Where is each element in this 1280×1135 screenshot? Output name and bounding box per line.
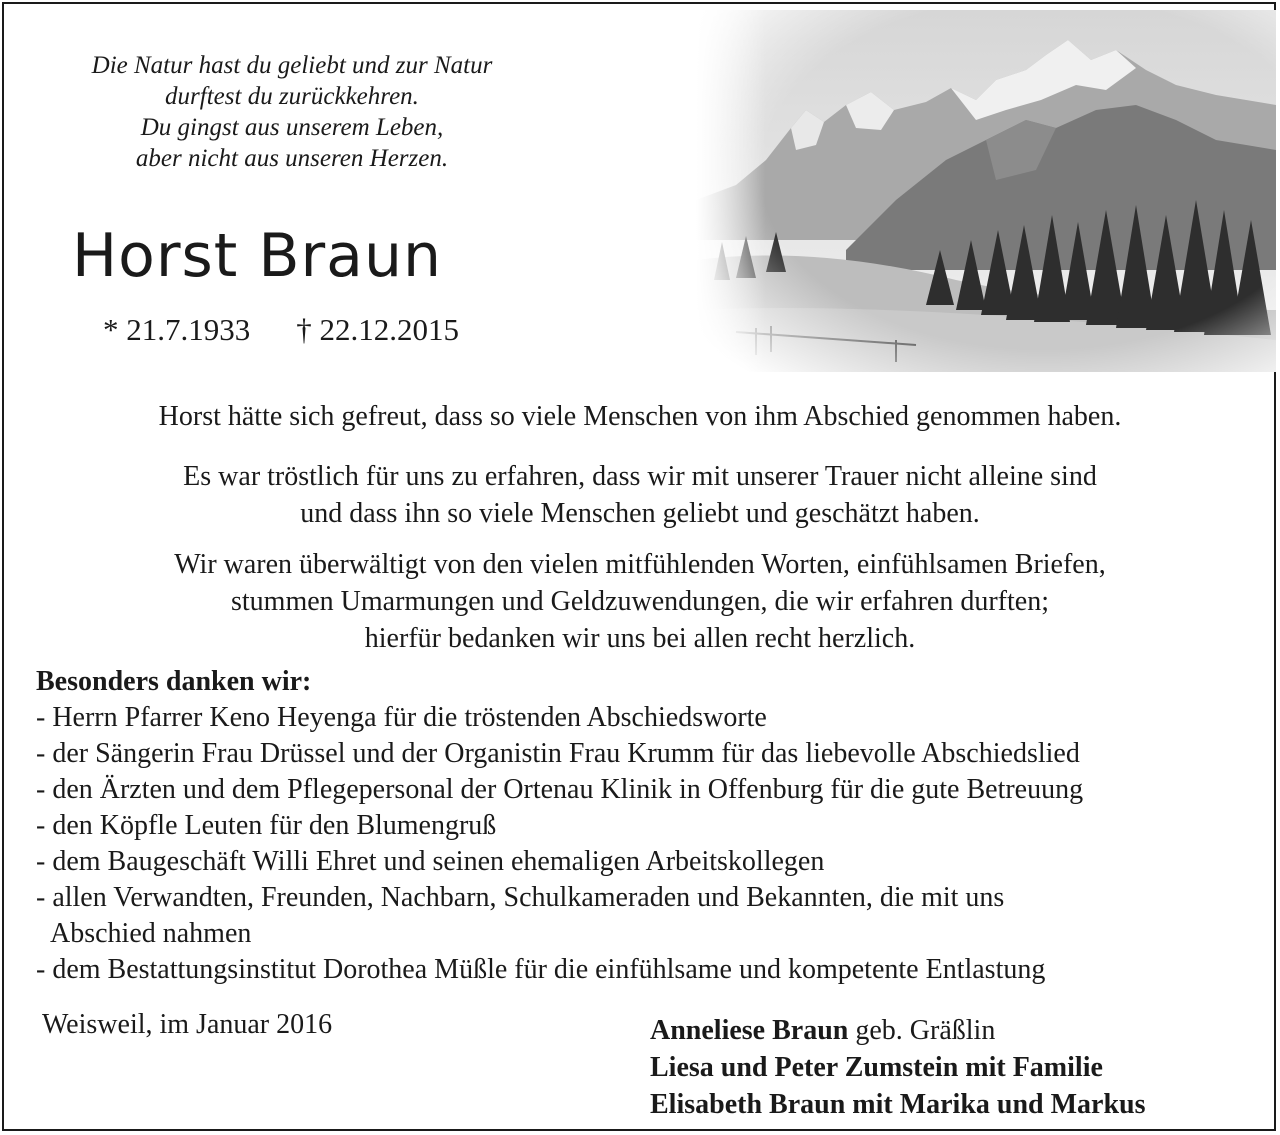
death-date: † 22.12.2015 — [296, 312, 459, 347]
thanks-item: - der Sängerin Frau Drüssel und der Organistin Frau Krumm für das liebevolle Abschiedslied — [36, 738, 1080, 769]
signature-line-2: Liesa und Peter Zumstein mit Familie — [650, 1052, 1103, 1083]
place-and-date: Weisweil, im Januar 2016 — [42, 1009, 333, 1040]
poem-line: aber nicht aus unseren Herzen. — [135, 145, 449, 172]
thanks-item: - dem Baugeschäft Willi Ehret und seinen ehemaligen Arbeitskollegen — [36, 846, 825, 877]
paragraph-line: stummen Umarmungen und Geldzuwendungen, die wir erfahren durften; — [231, 586, 1049, 617]
paragraph-line: Horst hätte sich gefreut, dass so viele Menschen von ihm Abschied genommen haben. — [158, 401, 1122, 432]
signature-maiden-name: geb. Gräßlin — [848, 1015, 996, 1046]
paragraph-line: und dass ihn so viele Menschen geliebt und geschätzt haben. — [300, 498, 980, 529]
thanks-item: - dem Bestattungsinstitut Dorothea Müßle für die einfühlsame und kompetente Entlastung — [36, 954, 1046, 985]
thanks-section — [36, 664, 1266, 988]
poem-line: Die Natur hast du geliebt und zur Natur — [91, 52, 493, 79]
paragraph-2 — [20, 458, 1260, 532]
birth-date: * 21.7.1933 — [103, 312, 251, 347]
paragraph-1 — [20, 398, 1260, 435]
deceased-name: Horst Braun — [72, 221, 443, 291]
paragraph-3 — [20, 546, 1260, 657]
signature-line-3: Elisabeth Braun mit Marika und Markus — [650, 1089, 1146, 1120]
paragraph-line: Es war tröstlich für uns zu erfahren, dass wir mit unserer Trauer nicht alleine sind — [183, 461, 1097, 492]
signature-line-1 — [650, 1012, 1146, 1049]
poem-line: Du gingst aus unserem Leben, — [140, 114, 444, 141]
life-dates — [103, 310, 459, 350]
thanks-item: - Herrn Pfarrer Keno Heyenga für die tröstenden Abschiedsworte — [36, 702, 767, 733]
thanks-heading: Besonders danken wir: — [36, 666, 312, 697]
signatures — [650, 1012, 1146, 1123]
mountain-landscape-image — [696, 10, 1276, 372]
signature-primary-name: Anneliese Braun — [650, 1015, 849, 1046]
memorial-poem — [42, 50, 542, 174]
poem-line: durftest du zurückkehren. — [165, 83, 419, 110]
thanks-item: - allen Verwandten, Freunden, Nachbarn, Schulkameraden und Bekannten, die mit uns — [36, 882, 1005, 913]
thanks-item: - den Köpfle Leuten für den Blumengruß — [36, 810, 497, 841]
thanks-item-continuation: Abschied nahmen — [50, 918, 252, 949]
paragraph-line: Wir waren überwältigt von den vielen mitfühlenden Worten, einfühlsamen Briefen, — [174, 549, 1106, 580]
paragraph-line: hierfür bedanken wir uns bei allen recht herzlich. — [364, 623, 916, 654]
thanks-item: - den Ärzten und dem Pflegepersonal der Ortenau Klinik in Offenburg für die gute Betreuung — [36, 774, 1084, 805]
